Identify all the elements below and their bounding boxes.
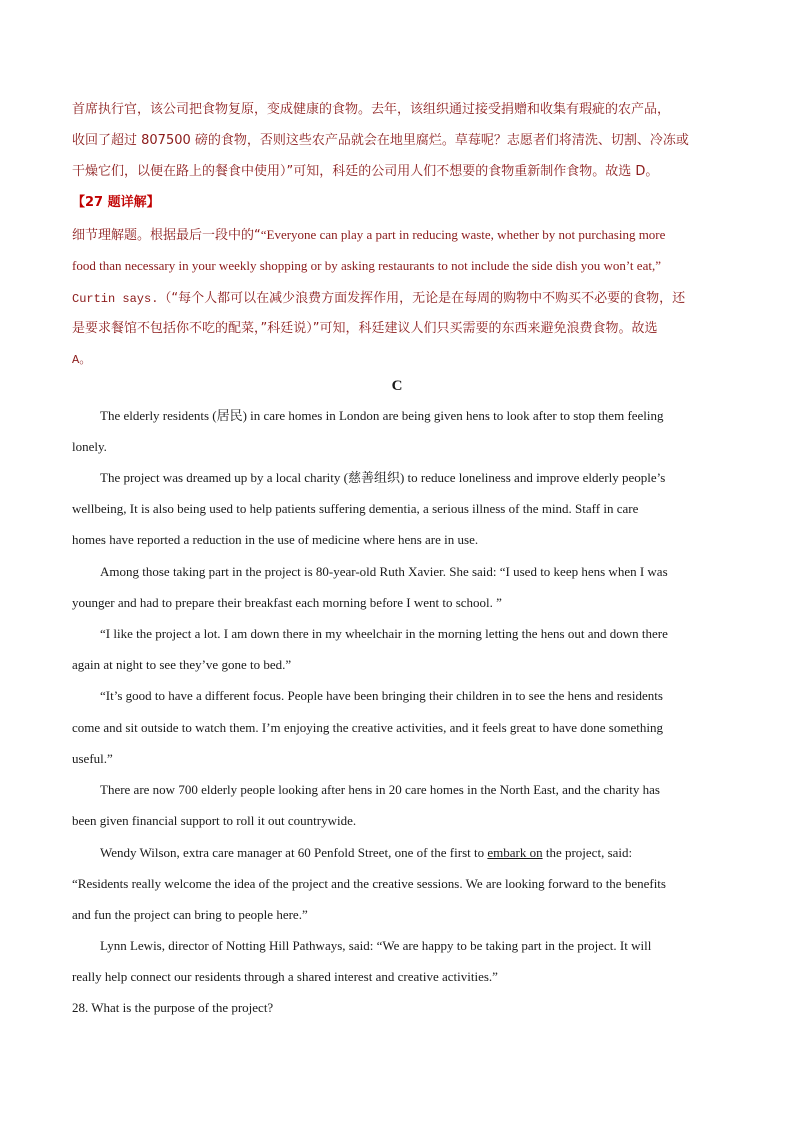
explanation-line: 首席执行官，该公司把食物复原，变成健康的食物。去年，该组织通过接受捐赠和收集有瑕疵的农产品，: [72, 102, 671, 117]
detail-speaker: Curtin says.: [72, 292, 159, 306]
passage-line: really help connect our residents through a shared interest and creative activities.”: [72, 969, 498, 984]
passage-line: There are now 700 elderly people looking after hens in 20 care homes in the North East, and the charity has: [100, 782, 660, 797]
question-27-detail-line: 是要求餐馆不包括你不吃的配菜，”科廷说）”可知，科廷建议人们只买需要的东西来避免浪费食物。故选: [72, 321, 658, 336]
passage-line: and fun the project can bring to people here.”: [72, 907, 308, 922]
passage-line: lonely.: [72, 439, 107, 454]
passage-line: come and sit outside to watch them. I’m enjoying the creative activities, and it feels great to have done something: [72, 720, 663, 735]
passage-line: homes have reported a reduction in the use of medicine where hens are in use.: [72, 532, 479, 547]
passage-line: Among those taking part in the project is 80-year-old Ruth Xavier. She said: “I used to keep hens when I was: [100, 564, 668, 579]
detail-quote: “Everyone can play a part in reducing waste, whether by not purchasing more: [260, 227, 666, 242]
passage-line: “I like the project a lot. I am down there in my wheelchair in the morning letting the hens out and down there: [100, 626, 668, 641]
question-27-detail-line: food than necessary in your weekly shopping or by asking restaurants to not include the side dish you won’t eat,”: [72, 258, 661, 273]
question-27-detail-line: A。: [72, 353, 92, 367]
passage-line: again at night to see they’ve gone to bed.”: [72, 657, 292, 672]
question-28: 28. What is the purpose of the project?: [72, 1000, 274, 1015]
passage-line: [100, 844, 632, 862]
passage-line: The project was dreamed up by a local charity (慈善组织) to reduce loneliness and improve elderly people’s: [100, 470, 666, 485]
underlined-phrase: embark on: [487, 845, 543, 860]
explanation-line: 干燥它们，以便在路上的餐食中使用）”可知，科廷的公司用人们不想要的食物重新制作食物。故选 D。: [72, 164, 659, 179]
passage-line: wellbeing, It is also being used to help patients suffering dementia, a serious illness of the mind. Staff in care: [72, 501, 639, 516]
passage-line: useful.”: [72, 751, 113, 766]
question-27-detail-line: [72, 226, 665, 245]
passage-line: Lynn Lewis, director of Notting Hill Pathways, said: “We are happy to be taking part in the project. It will: [100, 938, 652, 953]
passage-line: been given financial support to roll it out countrywide.: [72, 813, 357, 828]
detail-intro: 细节理解题。根据最后一段中的“: [72, 228, 261, 243]
detail-translation: （“每个人都可以在减少浪费方面发挥作用，无论是在每周的购物中不购买不必要的食物，还: [158, 291, 686, 306]
section-heading: C: [391, 378, 403, 394]
passage-line: “It’s good to have a different focus. People have been bringing their children in to see the hens and residents: [100, 688, 663, 703]
question-27-detail-line: [72, 289, 685, 308]
explanation-line: 收回了超过 807500 磅的食物，否则这些农产品就会在地里腐烂。草莓呢？志愿者们将清洗、切割、冷冻或: [72, 133, 689, 148]
passage-line: “Residents really welcome the idea of the project and the creative sessions. We are looking forward to the benefits: [72, 876, 666, 891]
passage-text: the project, said:: [542, 845, 633, 860]
passage-text: Wendy Wilson, extra care manager at 60 Penfold Street, one of the first to: [100, 845, 488, 860]
question-27-label: 【27 题详解】: [72, 195, 160, 210]
passage-line: younger and had to prepare their breakfast each morning before I went to school. ”: [72, 595, 502, 610]
passage-line: The elderly residents (居民) in care homes in London are being given hens to look after to stop them feeling: [100, 408, 664, 423]
